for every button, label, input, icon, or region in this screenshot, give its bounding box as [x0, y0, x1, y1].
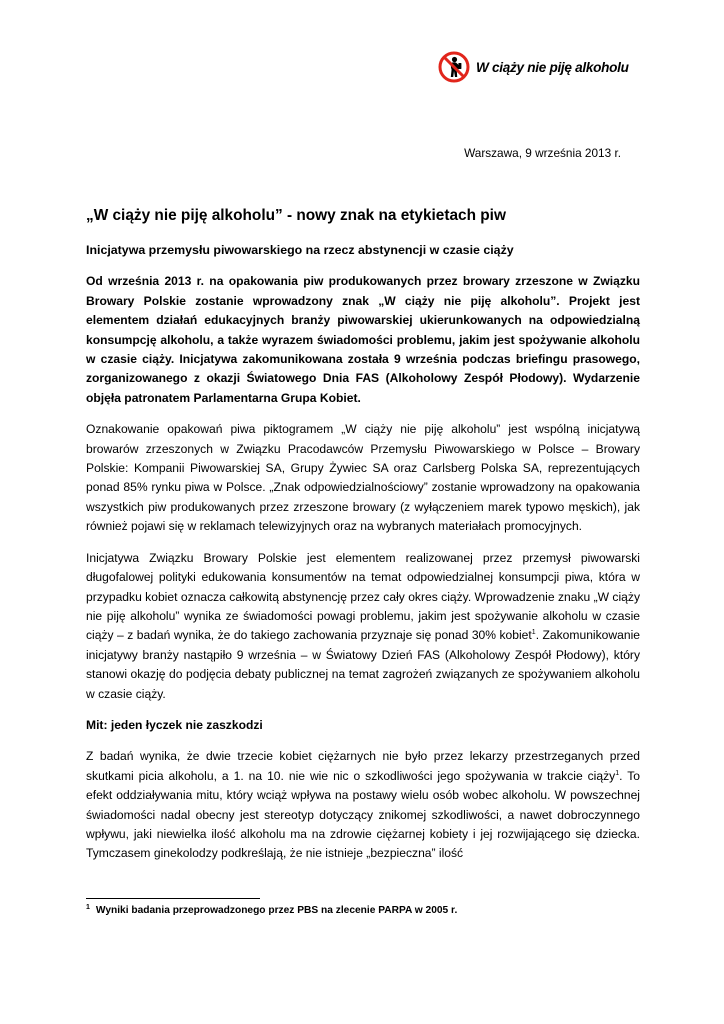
logo-text: W ciąży nie piję alkoholu: [476, 59, 629, 75]
campaign-logo: [438, 49, 648, 85]
document-date: Warszawa, 9 września 2013 r.: [464, 146, 621, 160]
paragraph-3-part-b: . To efekt oddziaływania mitu, który wciąż wpływa na postawy wielu osób wobec alkoholu. W powszechnej świadomości nadal obecny jest stereotyp dotyczący znikomej szkodliwości, a nawet dobroczynnego wpływu, jaki niewielka ilość alkoholu ma na zdrowie ciężarnej kobiety i jej rozwijającego się dziecka. Tymczasem ginekolodzy podkreślają, że nie istnieje „bezpieczna” ilość: [86, 768, 640, 861]
footnote-divider: [86, 898, 260, 899]
footnote-ref: 1: [615, 769, 620, 777]
article-body: [86, 206, 640, 876]
section-heading: Mit: jeden łyczek nie zaszkodzi: [86, 717, 263, 732]
footnote-number: 1: [86, 903, 90, 911]
article-title: „W ciąży nie piję alkoholu” - nowy znak na etykietach piw: [86, 207, 506, 224]
footnote-text: Wyniki badania przeprowadzonego przez PBS na zlecenie PARPA w 2005 r.: [95, 905, 458, 916]
paragraph-2-part-a: Inicjatywa Związku Browary Polskie jest elementem realizowanej przez przemysł piwowarski długofalowej polityki edukowania konsumentów na temat odpowiedzialnej konsumpcji piwa, która w przypadku kobiet oznacza całkowitą abstynencję przez cały okres ciąży. Wprowadzenie znaku „W ciąży nie piję alkoholu” wynika ze świadomości powagi problemu, jakim jest spożywanie alkoholu w czasie ciąży – z badań wynika, że do takiego zachowania przyznaje się ponad 30% kobiet: [86, 550, 640, 643]
paragraph-2: [86, 549, 640, 704]
lead-paragraph: Od września 2013 r. na opakowania piw produkowanych przez browary zrzeszone w Związku Browary Polskie zostanie wprowadzony znak „W ciąży nie piję alkoholu”. Projekt jest elementem działań edukacyjnych branży piwowarskiej ukierunkowanych na odpowiedzialną konsumpcję alkoholu, a także wyrazem świadomości problemu, jakim jest spożywanie alkoholu w czasie ciąży. Inicjatywa zakomunikowana została 9 września podczas briefingu prasowego, zorganizowanego z okazji Światowego Dnia FAS (Alkoholowy Zespół Płodowy). Wydarzenie objęła patronatem Parlamentarna Grupa Kobiet.: [86, 274, 640, 405]
footnote-ref: 1: [531, 629, 536, 637]
paragraph-3-part-a: Z badań wynika, że dwie trzecie kobiet ciężarnych nie było przez lekarzy przestrzeganych przed skutkami picia alkoholu, a 1. na 10. nie wie nic o szkodliwości jego spożywania w trakcie ciąży: [86, 749, 640, 783]
paragraph-1: Oznakowanie opakowań piwa piktogramem „W ciąży nie piję alkoholu” jest wspólną inicjatywą browarów zrzeszonych w Związku Pracodawców Przemysłu Piwowarskiego w Polsce – Browary Polskie: Kompanii Piwowarskiej SA, Grupy Żywiec SA oraz Carlsberg Polska SA, reprezentujących ponad 85% rynku piwa w Polsce. „Znak odpowiedzialnościowy” zostanie wprowadzony na opakowania wszystkich piw produkowanych przez zrzeszone browary (z wyłączeniem marek typowo męskich), jak również pojawi się w reklamach telewizyjnych oraz na wybranych materiałach promocyjnych.: [86, 422, 640, 534]
footnote: [86, 905, 457, 916]
paragraph-3: [86, 747, 640, 863]
no-alcohol-pregnancy-icon: [438, 51, 470, 83]
paragraph-2-part-b: . Zakomunikowanie inicjatywy branży nastąpiło 9 września – w Światowy Dzień FAS (Alkoholowy Zespół Płodowy), który stanowi okazję do podjęcia debaty publicznej na temat zagrożeń związanych ze spożywaniem alkoholu w czasie ciąży.: [86, 628, 640, 701]
article-subtitle: Inicjatywa przemysłu piwowarskiego na rzecz abstynencji w czasie ciąży: [86, 243, 514, 257]
